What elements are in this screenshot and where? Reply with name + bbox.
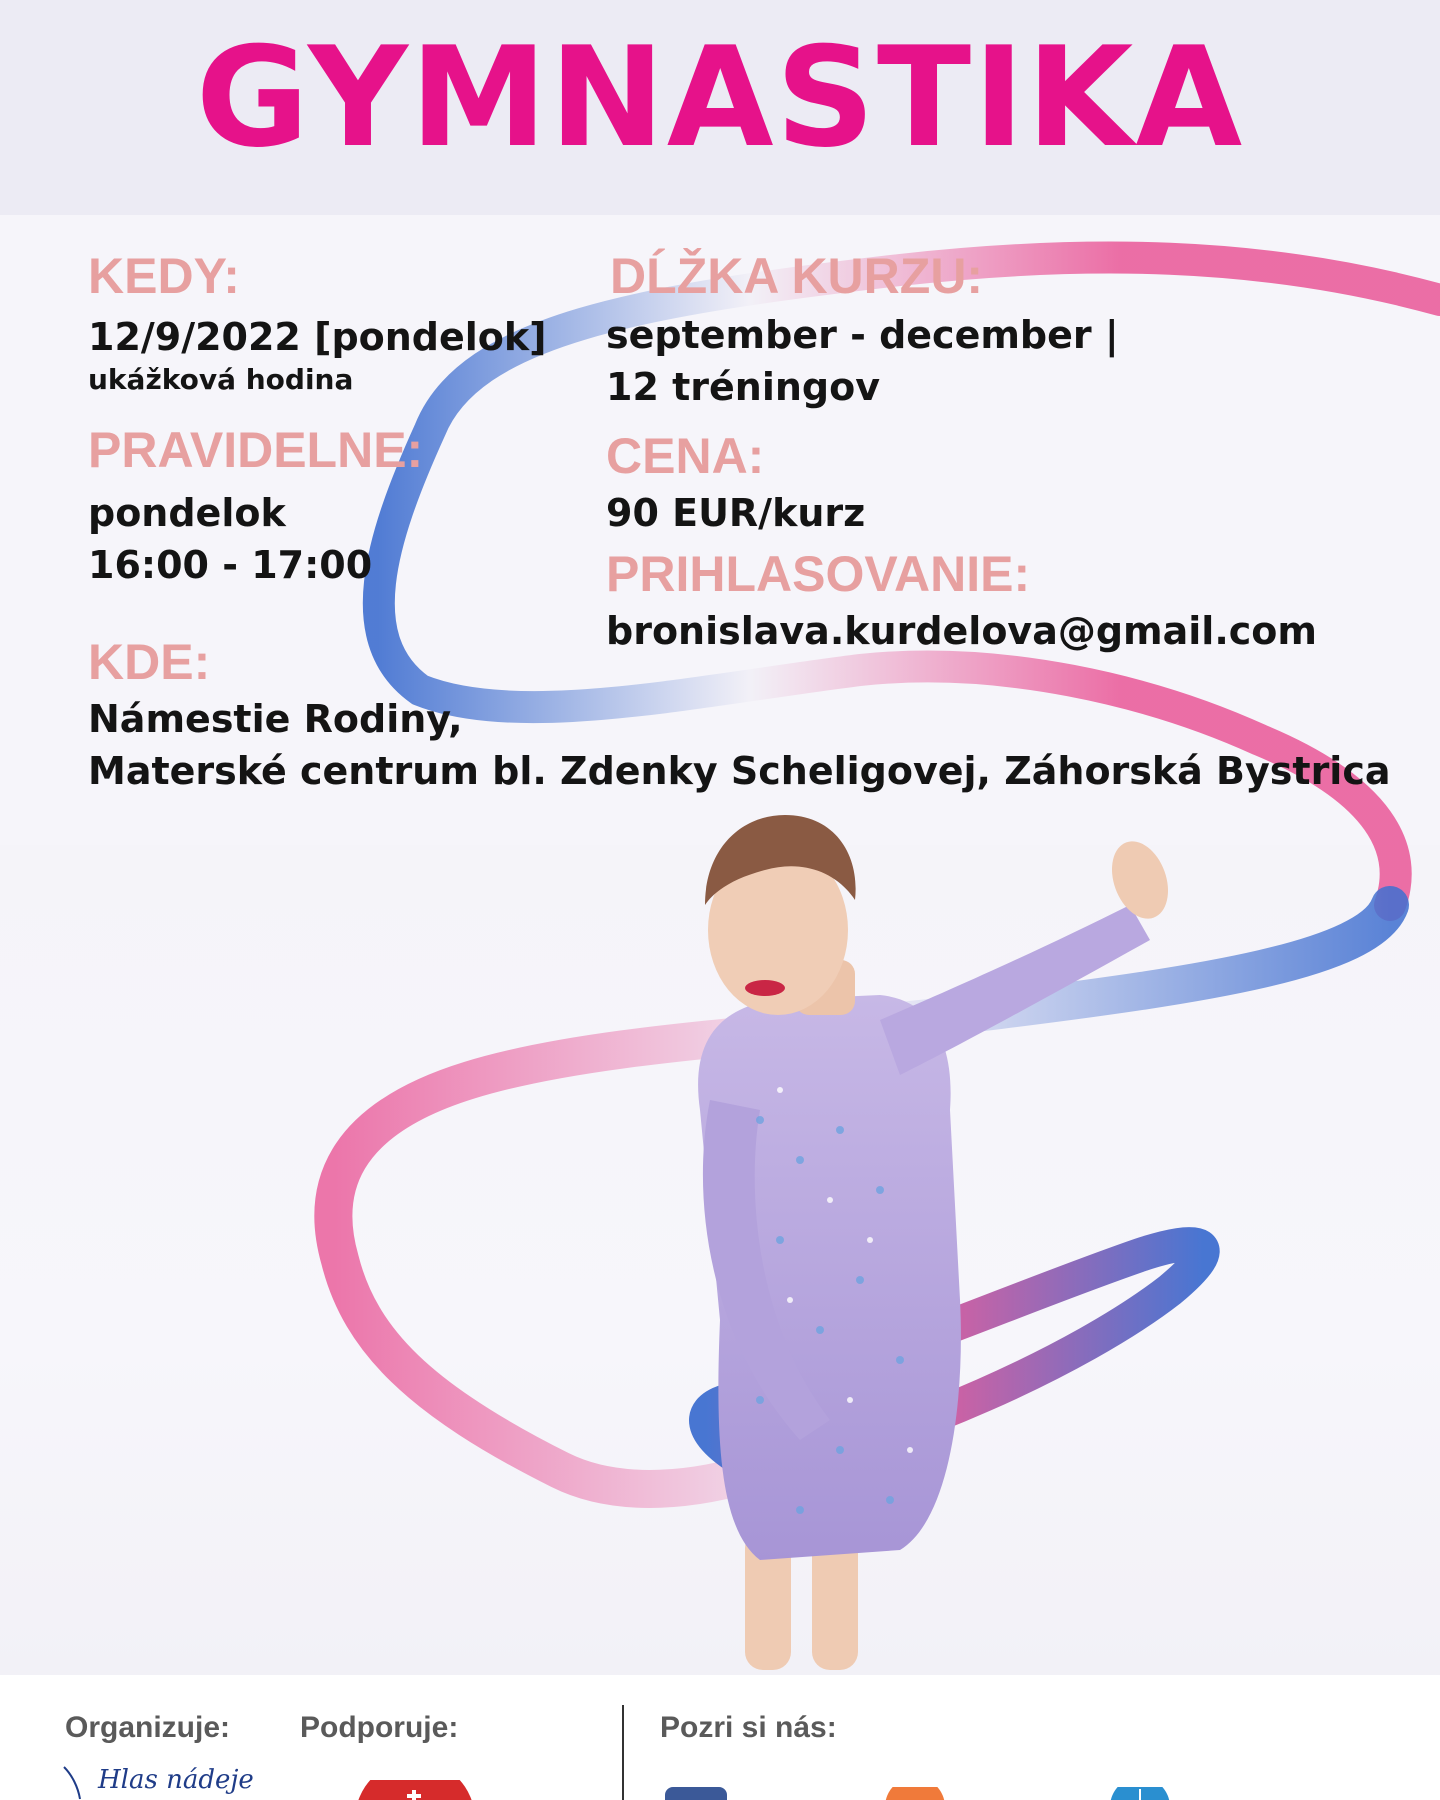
kde-label: KDE: [88, 634, 211, 690]
dlzka-label: DĹŽKA KURZU: [610, 248, 984, 304]
pravidelne-time: 16:00 - 17:00 [88, 543, 373, 587]
organizuje-label: Organizuje: [65, 1711, 231, 1744]
kedy-date: 12/9/2022 [pondelok] [88, 315, 547, 359]
cena-label: CENA: [606, 428, 765, 484]
organizer-logo-text: Hlas nádeje [98, 1765, 254, 1795]
pravidelne-day: pondelok [88, 491, 286, 535]
dlzka-line1: september - december | [606, 313, 1119, 357]
web-globe-icon[interactable] [1110, 1787, 1170, 1800]
cena-value: 90 EUR/kurz [606, 491, 866, 535]
pozri-label: Pozri si nás: [660, 1711, 837, 1744]
prihlasovanie-email[interactable]: bronislava.kurdelova@gmail.com [606, 609, 1317, 653]
footer [0, 1675, 1440, 1800]
footer-divider [622, 1705, 624, 1800]
supporter-logo [350, 1780, 480, 1800]
pravidelne-label: PRAVIDELNE: [88, 422, 424, 478]
poster-title: GYMNASTIKA [195, 17, 1245, 178]
kedy-label: KEDY: [88, 248, 240, 304]
kde-line2: Materské centrum bl. Zdenky Scheligovej, Záhorská Bystrica [88, 749, 1391, 793]
gymnast-photo-background [0, 845, 1440, 1675]
podporuje-label: Podporuje: [300, 1711, 459, 1744]
kedy-note: ukážková hodina [88, 363, 354, 396]
prihlasovanie-label: PRIHLASOVANIE: [606, 546, 1031, 602]
kde-line1: Námestie Rodiny, [88, 697, 463, 741]
instagram-icon[interactable] [885, 1787, 945, 1800]
facebook-icon[interactable] [665, 1787, 727, 1800]
organizer-logo-mark [62, 1761, 92, 1800]
dlzka-line2: 12 tréningov [606, 365, 880, 409]
organizer-logo [70, 1765, 254, 1795]
